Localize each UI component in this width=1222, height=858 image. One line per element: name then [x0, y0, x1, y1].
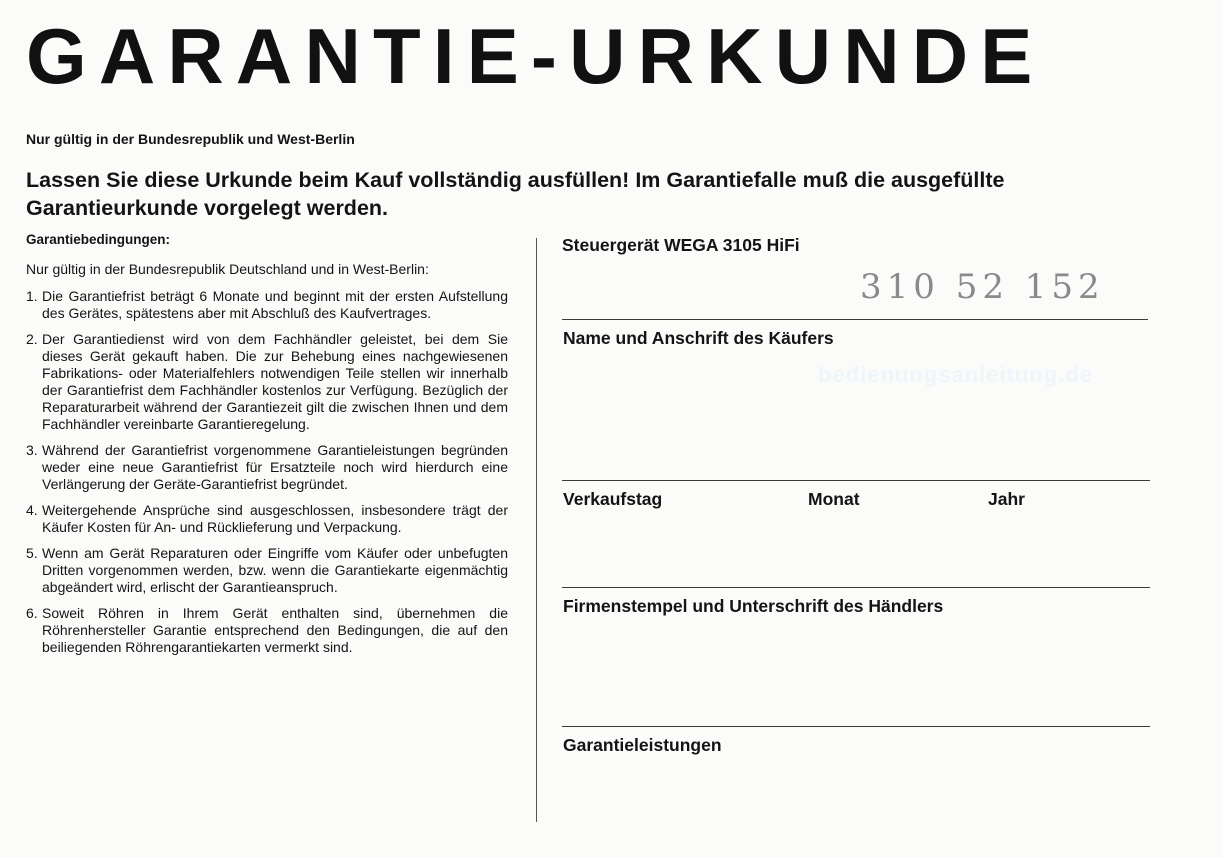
device-underline — [562, 319, 1148, 320]
validity-note: Nur gültig in der Bundesrepublik und West-Berlin — [26, 131, 355, 147]
serial-number-stamp: 310 52 152 — [860, 267, 1105, 307]
date-underline — [562, 587, 1150, 588]
condition-item — [26, 288, 508, 322]
month-label: Monat — [808, 489, 860, 509]
condition-item — [26, 502, 508, 536]
condition-number: 5. — [26, 545, 38, 561]
watermark-text: bedienungsanleitung.de — [818, 362, 1094, 387]
document-title: GARANTIE-URKUNDE — [26, 12, 1045, 100]
condition-item — [26, 442, 508, 493]
buyer-underline — [562, 480, 1150, 481]
condition-text: Soweit Röhren in Ihrem Gerät enthalten sind, übernehmen die Röhrenhersteller Garantie entsprechend den Bedingungen, die auf den beiliegenden Röhrengarantiekarten vermerkt sind. — [42, 605, 508, 655]
instruction-text: Lassen Sie diese Urkunde beim Kauf vollständig ausfüllen! Im Garantiefalle muß die ausgefüllte Garantieurkunde vorgelegt werden. — [26, 168, 1005, 220]
conditions-heading: Garantiebedingungen: — [26, 232, 171, 247]
dealer-label: Firmenstempel und Unterschrift des Händlers — [563, 596, 944, 616]
condition-text: Während der Garantiefrist vorgenommene Garantieleistungen begründen weder eine neue Garantiefrist für Ersatzteile noch wird hierdurch eine Verlängerung der Geräte-Garantiefrist begründet. — [42, 442, 508, 492]
conditions-intro: Nur gültig in der Bundesrepublik Deutschland und in West-Berlin: — [26, 261, 429, 277]
condition-text: Die Garantiefrist beträgt 6 Monate und beginnt mit der ersten Aufstellung des Gerätes, spätestens aber mit Abschluß des Kaufvertrages. — [42, 288, 508, 321]
condition-text: Wenn am Gerät Reparaturen oder Eingriffe vom Käufer oder unbefugten Dritten vorgenommen werden, bzw. wenn die Garantiekarte eigenmächtig abgeändert wird, erlischt der Garantieanspruch. — [42, 545, 508, 595]
condition-number: 1. — [26, 288, 38, 304]
buyer-label: Name und Anschrift des Käufers — [563, 328, 834, 348]
device-label: Steuergerät WEGA 3105 HiFi — [562, 235, 800, 255]
condition-number: 4. — [26, 502, 38, 518]
condition-item — [26, 331, 508, 433]
warranty-conditions — [26, 232, 508, 665]
condition-item — [26, 605, 508, 656]
condition-text: Der Garantiedienst wird von dem Fachhändler geleistet, bei dem Sie dieses Gerät gekauft haben. Die zur Behebung eines nachgewiesenen Fabrikations- oder Materialfehlers notwendigen Teile stellen wir innerhalb der Garantiefrist dem Fachhändler kostenlos zur Verfügung. Bezüglich der Reparaturarbeit während der Garantiezeit gilt die zwischen Ihnen und dem Fachhändler vereinbarte Garantieregelung. — [42, 331, 508, 432]
condition-number: 3. — [26, 442, 38, 458]
dealer-underline — [562, 726, 1150, 727]
condition-text: Weitergehende Ansprüche sind ausgeschlossen, insbesondere trägt der Käufer Kosten für An- und Rücklieferung und Verpackung. — [42, 502, 508, 535]
condition-number: 2. — [26, 331, 38, 347]
year-label: Jahr — [988, 489, 1025, 509]
conditions-list — [26, 288, 508, 656]
condition-number: 6. — [26, 605, 38, 621]
column-divider — [536, 238, 537, 822]
condition-item — [26, 545, 508, 596]
sale-day-label: Verkaufstag — [563, 489, 663, 509]
services-label: Garantieleistungen — [563, 735, 722, 755]
